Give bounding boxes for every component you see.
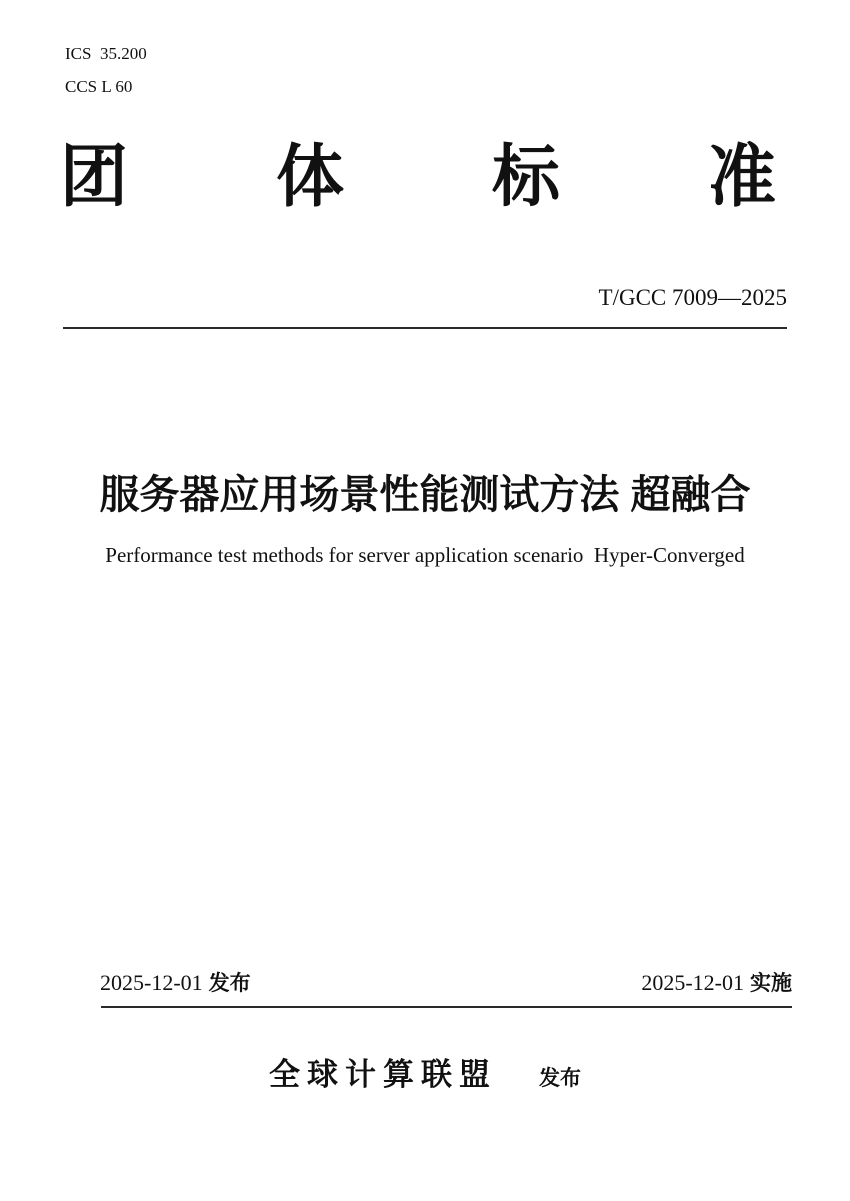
implement-date-group [641,970,792,996]
publisher-name: 全球计算联盟 [269,1057,497,1092]
standard-type-title [60,139,776,215]
implement-date-value: 2025-12-01 [641,970,744,995]
standard-type-char-3: 标 [491,139,560,215]
publisher-action-label: 发布 [539,1067,581,1090]
document-title-chinese: 服务器应用场景性能测试方法 超融合 [99,473,751,517]
publish-date-group [100,970,251,996]
publish-date-label: 发布 [208,972,251,995]
header-divider-line [63,327,787,329]
footer-divider-line [101,1006,792,1008]
standard-type-char-4: 准 [707,139,776,215]
document-title-english: Performance test methods for server application scenario Hyper-Converged [105,543,745,567]
date-row [100,970,792,996]
standard-type-char-1: 团 [60,139,129,215]
implement-date-label: 实施 [750,972,792,995]
standard-number: T/GCC 7009—2025 [598,285,787,310]
ccs-code: CCS L 60 [65,77,133,96]
publish-date-value: 2025-12-01 [100,970,203,995]
publisher-row [0,1058,850,1092]
ics-code: ICS 35.200 [65,44,147,63]
standard-type-char-2: 体 [275,139,344,215]
